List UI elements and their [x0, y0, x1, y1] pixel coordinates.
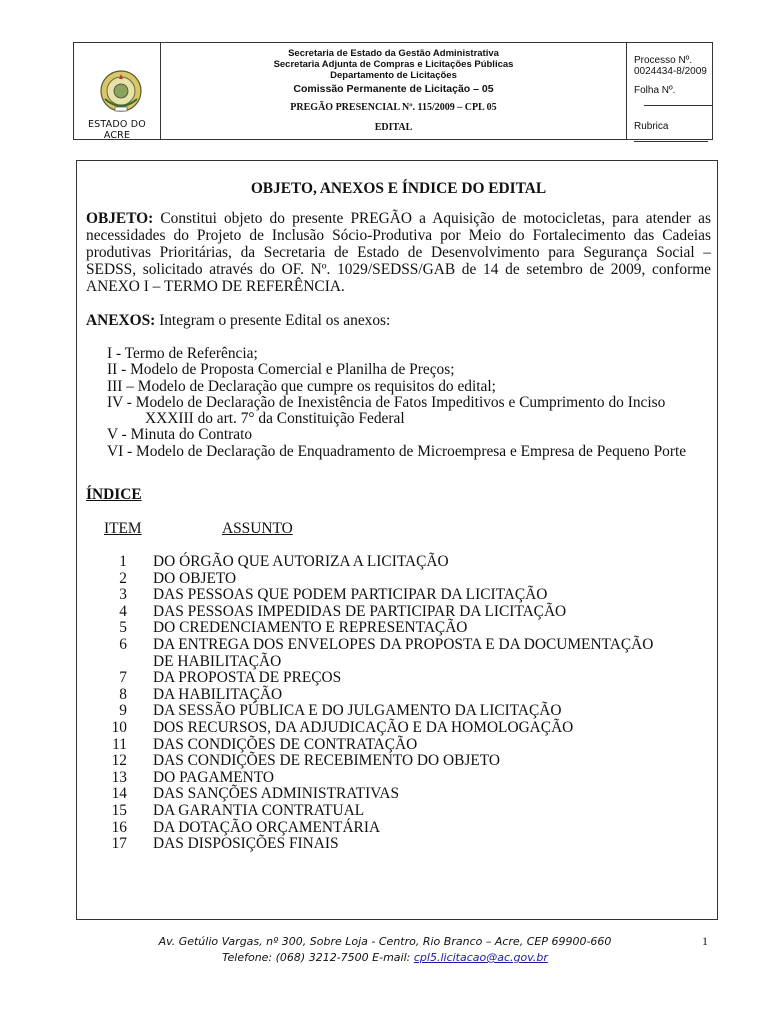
indice-item-subject: DAS CONDIÇÕES DE CONTRATAÇÃO — [153, 735, 418, 753]
header-line-2: Secretaria Adjunta de Compras e Licitações Públicas — [273, 59, 514, 70]
indice-item-subject: DA GARANTIA CONTRATUAL — [153, 801, 365, 819]
indice-item-number: 1 — [119, 553, 127, 571]
indice-item-number: 5 — [119, 619, 127, 637]
indice-item-number: 8 — [119, 685, 127, 703]
header-line-1: Secretaria de Estado da Gestão Administrativa — [288, 48, 499, 59]
indice-heading: ÍNDICE — [86, 486, 142, 504]
anexo-item: II - Modelo de Proposta Comercial e Planilha de Preços; — [107, 361, 455, 379]
indice-item-subject: DA HABILITAÇÃO — [153, 685, 283, 703]
indice-row — [86, 769, 711, 786]
indice-item-number: 11 — [112, 735, 127, 753]
footer-phone: Telefone: (068) 3212-7500 E-mail: — [222, 951, 411, 964]
indice-row — [86, 835, 711, 852]
indice-item-subject: DA PROPOSTA DE PREÇOS — [153, 669, 342, 687]
anexo-item: III – Modelo de Declaração que cumpre os requisitos do edital; — [107, 377, 496, 395]
indice-item-subject: DO OBJETO — [153, 569, 237, 587]
item-column-header: ITEM — [104, 520, 142, 538]
indice-item-subject: DO CREDENCIAMENTO E REPRESENTAÇÃO — [153, 619, 468, 637]
indice-item-number: 4 — [119, 602, 127, 620]
anexo-item: IV - Modelo de Declaração de Inexistência de Fatos Impeditivos e Cumprimento do Inciso — [107, 393, 666, 411]
indice-item-subject: DOS RECURSOS, DA ADJUDICAÇÃO E DA HOMOLOGAÇÃO — [153, 719, 574, 737]
rubrica-label: Rubrica — [634, 121, 669, 132]
indice-item-number: 6 — [119, 636, 127, 654]
rubrica-blank — [634, 132, 708, 142]
indice-item-subject: DAS SANÇÕES ADMINISTRATIVAS — [153, 785, 400, 803]
indice-item-number: 7 — [119, 669, 127, 687]
indice-row — [86, 570, 711, 587]
anexo-item-continuation: XXXIII do art. 7° da Constituição Federal — [145, 410, 405, 428]
indice-row — [86, 603, 711, 620]
objeto-paragraph — [86, 210, 711, 295]
folha-blank — [644, 96, 712, 106]
page-footer — [0, 934, 770, 966]
assunto-column-header: ASSUNTO — [222, 520, 293, 538]
indice-row — [86, 619, 711, 636]
anexo-item: V - Minuta do Contrato — [107, 426, 253, 444]
indice-item-number: 2 — [119, 569, 127, 587]
page-number: 1 — [702, 934, 708, 948]
indice-row — [86, 669, 711, 686]
indice-item-subject: DA SESSÃO PÚBLICA E DO JULGAMENTO DA LICITAÇÃO — [153, 702, 562, 720]
header-logo-cell — [74, 43, 161, 139]
indice-row — [86, 819, 711, 836]
footer-address: Av. Getúlio Vargas, nº 300, Sobre Loja - Centro, Rio Branco – Acre, CEP 69900-660 — [158, 935, 612, 948]
indice-item-subject: DO ÓRGÃO QUE AUTORIZA A LICITAÇÃO — [153, 553, 449, 571]
anexo-item: VI - Modelo de Declaração de Enquadramento de Microempresa e Empresa de Pequeno Porte — [107, 442, 687, 460]
indice-item-subject: DE HABILITAÇÃO — [153, 652, 282, 670]
indice-row — [86, 736, 711, 753]
indice-item-number: 12 — [111, 752, 127, 770]
processo-number: Processo Nº. 0024434-8/2009 — [634, 55, 707, 77]
indice-item-subject: DAS PESSOAS IMPEDIDAS DE PARTICIPAR DA LICITAÇÃO — [153, 602, 567, 620]
page-title: OBJETO, ANEXOS E ÍNDICE DO EDITAL — [250, 180, 547, 197]
indice-item-number: 17 — [111, 835, 127, 853]
rubrica-field — [634, 121, 712, 145]
indice-row — [86, 553, 711, 570]
indice-row — [86, 719, 711, 736]
folha-label: Folha Nº. — [634, 85, 676, 96]
folha-field — [634, 85, 712, 109]
indice-row — [86, 785, 711, 802]
anexos-label: ANEXOS: — [86, 312, 156, 329]
footer-contact — [0, 950, 770, 966]
indice-item-number: 9 — [119, 702, 127, 720]
indice-row — [86, 686, 711, 703]
indice-item-subject: DA DOTAÇÃO ORÇAMENTÁRIA — [153, 818, 381, 836]
document-header — [73, 42, 713, 140]
anexos-list — [86, 346, 711, 460]
indice-item-number: 13 — [111, 768, 127, 786]
anexos-paragraph — [86, 312, 711, 329]
header-line-6: EDITAL — [374, 122, 413, 133]
indice-item-subject: DA ENTREGA DOS ENVELOPES DA PROPOSTA E DA DOCUMENTAÇÃO — [153, 636, 654, 654]
indice-item-subject: DAS DISPOSIÇÕES FINAIS — [153, 835, 339, 853]
indice-item-number: 15 — [111, 801, 127, 819]
state-seal-icon — [99, 69, 143, 113]
email-link[interactable]: cpl5.licitacao@ac.gov.br — [413, 951, 548, 964]
indice-item-subject: DAS PESSOAS QUE PODEM PARTICIPAR DA LICITAÇÃO — [153, 586, 548, 604]
objeto-text: Constitui objeto do presente PREGÃO a Aquisição de motocicletas, para atender as necessidades do Projeto de Inclusão Sócio-Produtiva por Meio do Fortalecimento das Cadeias produtivas Prioritárias, da Secretaria de Estado de Desenvolvimento para Segurança Social – SEDSS, solicitado através do OF. Nº. 1029/SEDSS/GAB de 14 de setembro de 2009, conforme ANEXO I – TERMO DE REFERÊNCIA. — [86, 210, 711, 295]
indice-row — [86, 702, 711, 719]
objeto-label: OBJETO: — [86, 210, 154, 227]
indice-row — [86, 586, 711, 603]
indice-list — [86, 553, 711, 852]
indice-row — [86, 653, 711, 670]
indice-row — [86, 752, 711, 769]
header-info-cell — [627, 43, 712, 139]
header-line-4: Comissão Permanente de Licitação – 05 — [293, 83, 494, 95]
indice-row — [86, 636, 711, 653]
anexo-item: I - Termo de Referência; — [107, 345, 258, 362]
indice-item-subject: DO PAGAMENTO — [153, 768, 275, 786]
state-label: ESTADO DO ACRE — [87, 119, 146, 141]
indice-item-number: 16 — [111, 818, 127, 836]
indice-column-headers — [86, 520, 711, 537]
header-line-5: PREGÃO PRESENCIAL Nº. 115/2009 – CPL 05 — [290, 102, 497, 113]
anexos-text: Integram o presente Edital os anexos: — [155, 312, 391, 329]
header-line-3: Departamento de Licitações — [330, 70, 457, 81]
indice-item-subject: DAS CONDIÇÕES DE RECEBIMENTO DO OBJETO — [153, 752, 501, 770]
indice-item-number: 3 — [119, 586, 127, 604]
document-body — [86, 176, 711, 852]
indice-row — [86, 802, 711, 819]
indice-item-number: 10 — [111, 719, 127, 737]
header-title-cell — [161, 43, 627, 139]
indice-item-number: 14 — [111, 785, 127, 803]
